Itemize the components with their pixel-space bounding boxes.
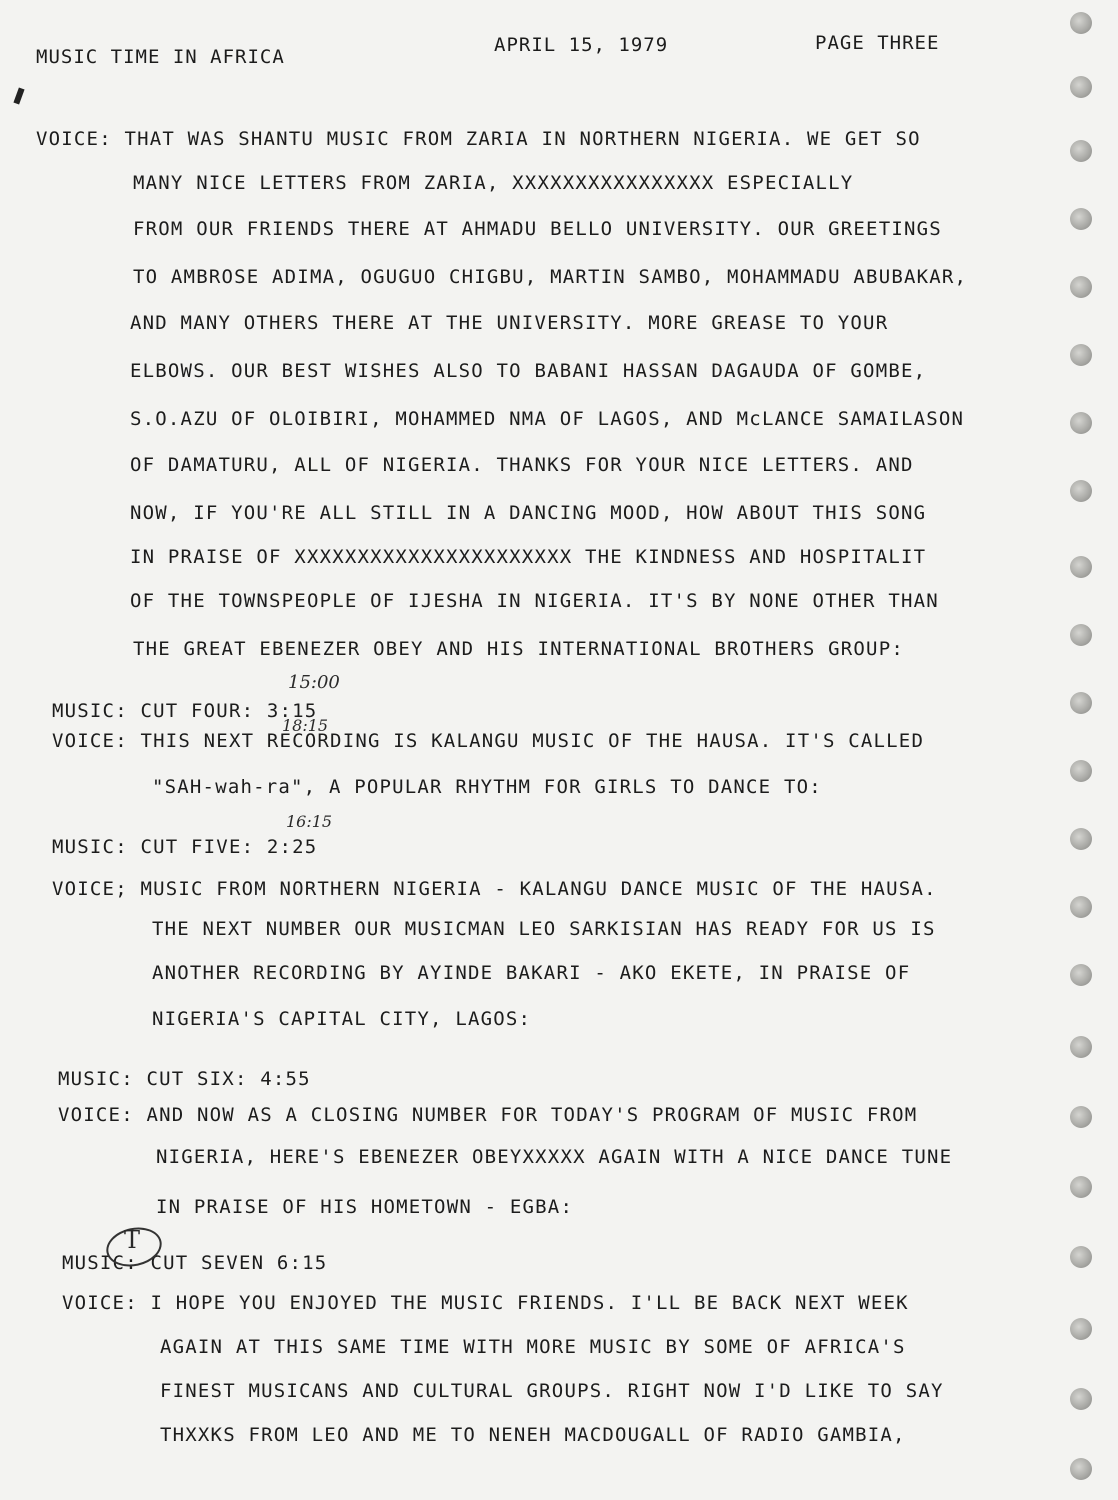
script-line: THXXKS FROM LEO AND ME TO NENEH MACDOUGALL OF RADIO GAMBIA,	[160, 1424, 906, 1446]
script-line: THE GREAT EBENEZER OBEY AND HIS INTERNATIONAL BROTHERS GROUP:	[133, 638, 904, 660]
perforation-hole	[1070, 1388, 1092, 1410]
perforation-hole	[1070, 556, 1092, 578]
perforation-hole	[1070, 1246, 1092, 1268]
perforation-hole	[1070, 1106, 1092, 1128]
handwritten-time-note: 15:00	[288, 672, 340, 693]
perforation-hole	[1070, 1036, 1092, 1058]
script-line: IN PRAISE OF XXXXXXXXXXXXXXXXXXXXXX THE KINDNESS AND HOSPITALIT	[130, 546, 927, 568]
perforation-hole	[1070, 1176, 1092, 1198]
perforation-hole	[1070, 1318, 1092, 1340]
script-line: OF DAMATURU, ALL OF NIGERIA. THANKS FOR YOUR NICE LETTERS. AND	[130, 454, 914, 476]
perforation-hole	[1070, 412, 1092, 434]
script-line: NIGERIA, HERE'S EBENEZER OBEYXXXXX AGAIN WITH A NICE DANCE TUNE	[156, 1146, 953, 1168]
pen-mark	[13, 87, 24, 104]
script-line: MANY NICE LETTERS FROM ZARIA, XXXXXXXXXXXXXXXX ESPECIALLY	[133, 172, 854, 194]
page-header	[0, 28, 1060, 68]
music-cue: MUSIC: CUT SEVEN 6:15	[62, 1252, 328, 1274]
perforation-hole	[1070, 344, 1092, 366]
perforation-hole	[1070, 692, 1092, 714]
script-line: VOICE: THAT WAS SHANTU MUSIC FROM ZARIA IN NORTHERN NIGERIA. WE GET SO	[36, 128, 921, 150]
script-line: ANOTHER RECORDING BY AYINDE BAKARI - AKO EKETE, IN PRAISE OF	[152, 962, 911, 984]
page-number: PAGE THREE	[815, 32, 940, 54]
music-cue: MUSIC: CUT FIVE: 2:25	[52, 836, 318, 858]
perforation-hole	[1070, 480, 1092, 502]
script-line: VOICE: I HOPE YOU ENJOYED THE MUSIC FRIENDS. I'LL BE BACK NEXT WEEK	[62, 1292, 909, 1314]
perforation-hole	[1070, 76, 1092, 98]
perforation-hole	[1070, 964, 1092, 986]
handwritten-time-note: 18:15	[282, 716, 329, 735]
script-line: NIGERIA'S CAPITAL CITY, LAGOS:	[152, 1008, 532, 1030]
script-line: ELBOWS. OUR BEST WISHES ALSO TO BABANI HASSAN DAGAUDA OF GOMBE,	[130, 360, 927, 382]
music-cue: MUSIC: CUT SIX: 4:55	[58, 1068, 311, 1090]
handwritten-letter-mark: T	[124, 1226, 141, 1254]
script-line: TO AMBROSE ADIMA, OGUGUO CHIGBU, MARTIN SAMBO, MOHAMMADU ABUBAKAR,	[133, 266, 968, 288]
script-line: THE NEXT NUMBER OUR MUSICMAN LEO SARKISIAN HAS READY FOR US IS	[152, 918, 936, 940]
perforation-hole	[1070, 1458, 1092, 1480]
script-line: S.O.AZU OF OLOIBIRI, MOHAMMED NMA OF LAGOS, AND McLANCE SAMAILASON	[130, 408, 965, 430]
program-title: MUSIC TIME IN AFRICA	[36, 46, 285, 68]
script-line: AGAIN AT THIS SAME TIME WITH MORE MUSIC BY SOME OF AFRICA'S	[160, 1336, 906, 1358]
perforation-hole	[1070, 760, 1092, 782]
music-cue: MUSIC: CUT FOUR: 3:15	[52, 700, 318, 722]
handwritten-time-note: 16:15	[286, 812, 333, 831]
script-line: VOICE; MUSIC FROM NORTHERN NIGERIA - KALANGU DANCE MUSIC OF THE HAUSA.	[52, 878, 937, 900]
tractor-feed-holes	[1060, 0, 1100, 1500]
broadcast-date: APRIL 15, 1979	[494, 34, 669, 56]
perforation-hole	[1070, 12, 1092, 34]
script-line: "SAH-wah-ra", A POPULAR RHYTHM FOR GIRLS TO DANCE TO:	[152, 776, 822, 798]
perforation-hole	[1070, 828, 1092, 850]
script-line: IN PRAISE OF HIS HOMETOWN - EGBA:	[156, 1196, 574, 1218]
perforation-hole	[1070, 276, 1092, 298]
script-line: VOICE: THIS NEXT RECORDING IS KALANGU MUSIC OF THE HAUSA. IT'S CALLED	[52, 730, 925, 752]
script-line: NOW, IF YOU'RE ALL STILL IN A DANCING MOOD, HOW ABOUT THIS SONG	[130, 502, 927, 524]
script-line: OF THE TOWNSPEOPLE OF IJESHA IN NIGERIA. IT'S BY NONE OTHER THAN	[130, 590, 939, 612]
script-line: VOICE: AND NOW AS A CLOSING NUMBER FOR TODAY'S PROGRAM OF MUSIC FROM	[58, 1104, 918, 1126]
perforation-hole	[1070, 208, 1092, 230]
perforation-hole	[1070, 624, 1092, 646]
perforation-hole	[1070, 896, 1092, 918]
script-line: AND MANY OTHERS THERE AT THE UNIVERSITY. MORE GREASE TO YOUR	[130, 312, 889, 334]
script-line: FINEST MUSICANS AND CULTURAL GROUPS. RIGHT NOW I'D LIKE TO SAY	[160, 1380, 944, 1402]
perforation-hole	[1070, 140, 1092, 162]
script-line: FROM OUR FRIENDS THERE AT AHMADU BELLO UNIVERSITY. OUR GREETINGS	[133, 218, 942, 240]
